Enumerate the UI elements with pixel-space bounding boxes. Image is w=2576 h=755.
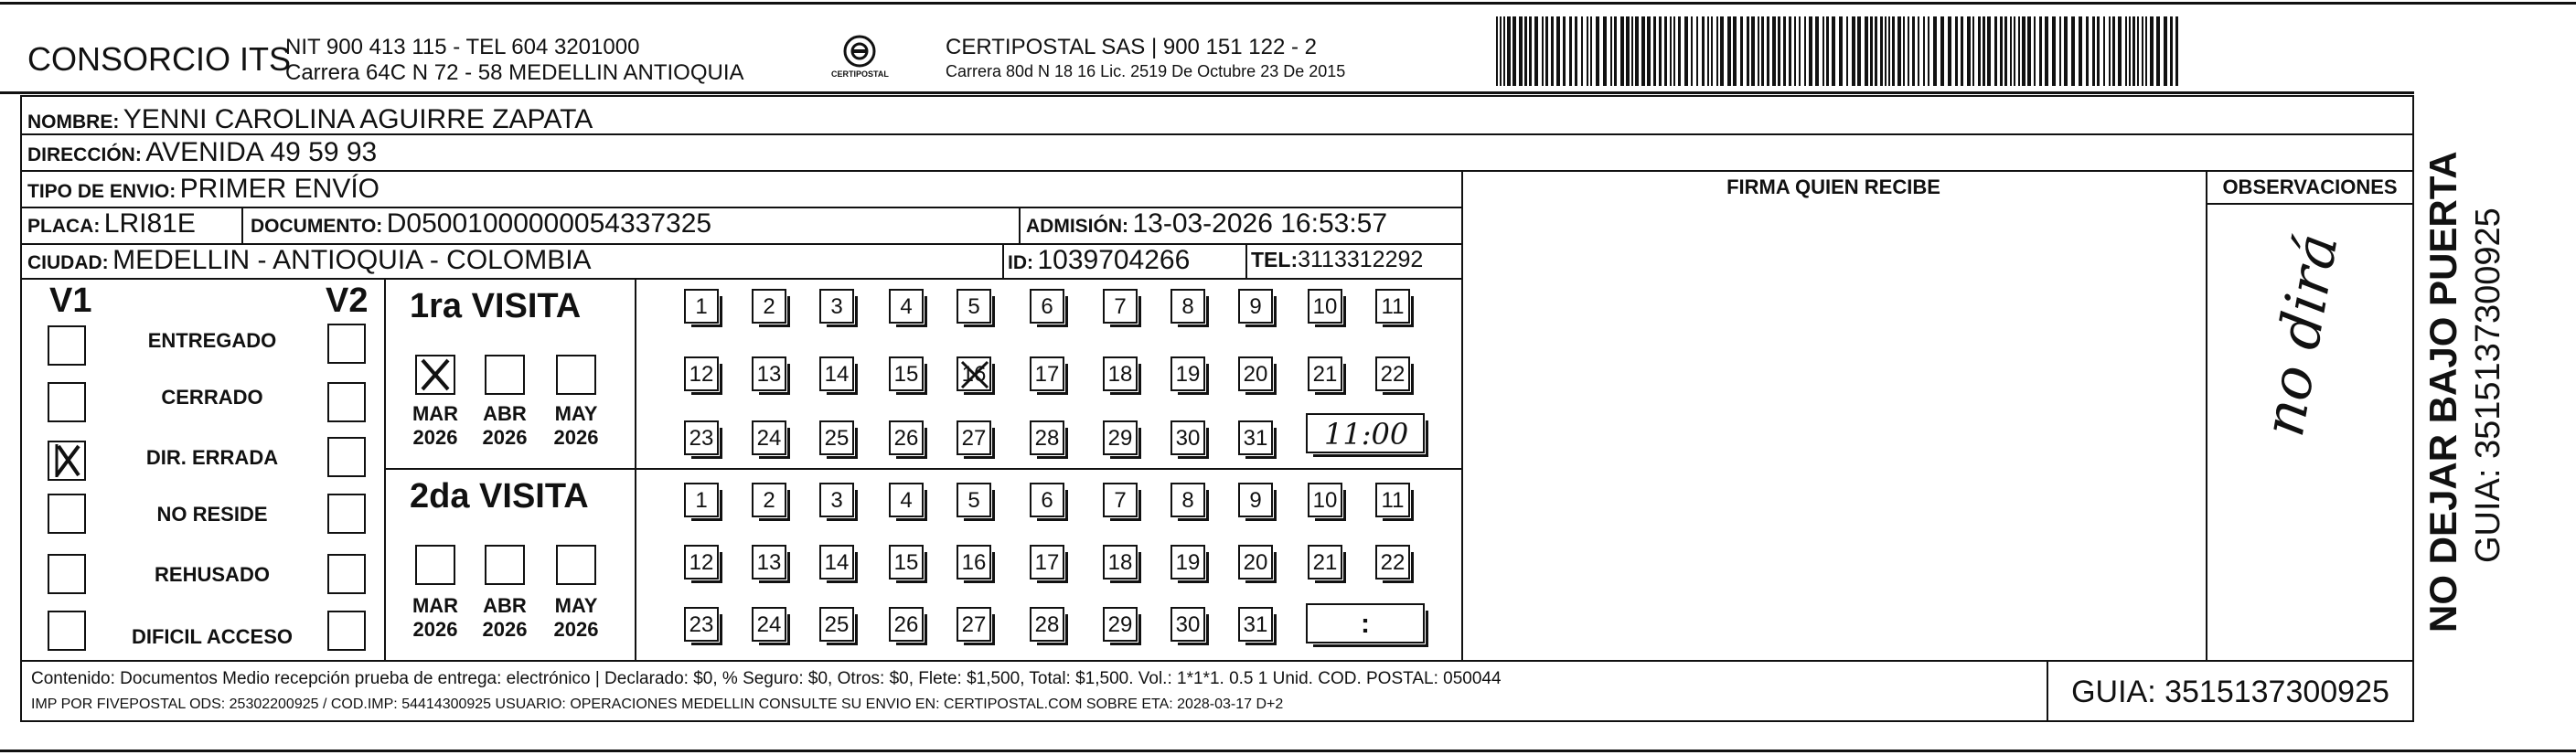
second-visit-day-4[interactable]: 4 [889,483,924,517]
month-label: ABR 2026 [482,594,528,641]
tel-row [1251,247,1423,273]
admision-row [1026,208,1387,239]
direccion-row [27,137,377,168]
placa-value: LRI81E [103,208,196,239]
company-address: Carrera 64C N 72 - 58 MEDELLIN ANTIOQUIA [285,60,744,85]
first-visit-time-value: 11:00 [1324,417,1409,452]
first-visit-day-1[interactable]: 1 [684,289,719,324]
v1-header: V1 [49,282,92,320]
second-visit-day-28[interactable]: 28 [1030,607,1064,642]
direccion-label: DIRECCIÓN: [27,144,142,165]
second-visit-day-9[interactable]: 9 [1238,483,1273,517]
status-label: NO RESIDE [156,503,268,526]
first-visit-day-23[interactable]: 23 [684,420,719,455]
status-label: CERRADO [161,386,263,409]
second-visit-day-8[interactable]: 8 [1170,483,1205,517]
second-visit-day-31[interactable]: 31 [1238,607,1273,642]
day-cross-mark [958,358,991,391]
firma-header: FIRMA QUIEN RECIBE [1726,175,1940,198]
second-month-abr-box[interactable] [485,545,525,585]
status-REHUSADO-v2[interactable] [327,554,366,594]
status-CERRADO-v2[interactable] [327,382,366,422]
ciudad-value: MEDELLIN - ANTIOQUIA - COLOMBIA [112,245,592,275]
status-label: DIR. ERRADA [145,446,279,469]
ciudad-label: CIUDAD: [27,252,109,273]
tel-label: TEL: [1251,248,1299,271]
placa-label: PLACA: [27,216,101,237]
status-NO-RESIDE-v1[interactable] [48,494,86,534]
month-label: MAR 2026 [412,402,459,449]
first-visit-day-9[interactable]: 9 [1238,289,1273,324]
first-visit-day-31[interactable]: 31 [1238,420,1273,455]
company-nit: NIT 900 413 115 - TEL 604 3201000 [285,35,640,59]
footer-imp: IMP POR FIVEPOSTAL ODS: 25302200925 / COD.IMP: 54414300925 USUARIO: OPERACIONES MEDELLIN CONSULTE SU ENVIO EN: CERTIPOSTAL.COM SOBRE ETA: 2028-03-17 D+2 [31,697,1284,712]
documento-value: D05001000000054337325 [386,208,712,239]
nombre-value: YENNI CAROLINA AGUIRRE ZAPATA [123,104,593,134]
first-visit-day-3[interactable]: 3 [819,289,854,324]
documento-label: DOCUMENTO: [251,216,383,237]
second-visit-day-22[interactable]: 22 [1375,545,1410,580]
first-visit-day-29[interactable]: 29 [1103,420,1138,455]
id-value: 1039704266 [1037,245,1191,275]
first-visit-day-17[interactable]: 17 [1030,356,1064,391]
status-REHUSADO-v1[interactable] [48,554,86,594]
second-visit-day-27[interactable]: 27 [957,607,991,642]
nombre-row [27,104,593,135]
second-visit-day-20[interactable]: 20 [1238,545,1273,580]
second-visit-day-7[interactable]: 7 [1103,483,1138,517]
v2-header: V2 [326,282,369,320]
first-visit-day-26[interactable]: 26 [889,420,924,455]
first-visit-day-27[interactable]: 27 [957,420,991,455]
tel-value: 3113312292 [1298,247,1424,272]
second-visit-day-1[interactable]: 1 [684,483,719,517]
first-visit-day-15[interactable]: 15 [889,356,924,391]
second-visit-day-17[interactable]: 17 [1030,545,1064,580]
admision-label: ADMISIÓN: [1026,216,1128,237]
second-visit-day-21[interactable]: 21 [1308,545,1342,580]
second-visit-day-26[interactable]: 26 [889,607,924,642]
certipostal-logo [828,33,892,84]
second-visit-day-2[interactable]: 2 [752,483,786,517]
footer-contenido: Contenido: Documentos Medio recepción prueba de entrega: electrónico | Declarado: $0, % Seguro: $0, Otros: $0, Flete: $1,500, Total: $1,500. Vol.: 1*1*1. 0.5 1 Unid. COD. POSTAL: 050044 [31,669,1502,688]
first-month-abr-box[interactable] [485,355,525,395]
first-visit-day-13[interactable]: 13 [752,356,786,391]
first-visit-day-28[interactable]: 28 [1030,420,1064,455]
first-visit-day-20[interactable]: 20 [1238,356,1273,391]
handwritten-observation: no dirá [2250,229,2351,441]
second-month-mar-box[interactable] [415,545,455,585]
status-label: ENTREGADO [147,329,277,352]
first-visit-day-5[interactable]: 5 [957,289,991,324]
month-label: ABR 2026 [482,402,528,449]
tipo-envio-row [27,174,379,205]
first-month-mar-box[interactable] [415,355,455,395]
first-visit-day-16[interactable]: 16 [957,356,991,391]
observaciones-header: OBSERVACIONES [2222,175,2398,198]
status-label: REHUSADO [155,563,270,586]
status-CERRADO-v1[interactable] [48,382,86,422]
first-visit-day-24[interactable]: 24 [752,420,786,455]
placa-row [27,208,196,239]
carrier-license: Carrera 80d N 18 16 Lic. 2519 De Octubre 23 De 2015 [946,62,1346,80]
first-visit-day-25[interactable]: 25 [819,420,854,455]
second-month-may-box[interactable] [556,545,596,585]
second-visit-day-6[interactable]: 6 [1030,483,1064,517]
id-label: ID: [1008,252,1033,273]
first-visit-day-11[interactable]: 11 [1375,289,1410,324]
second-visit-day-10[interactable]: 10 [1308,483,1342,517]
company-name: CONSORCIO ITS [27,40,292,78]
second-visit-day-18[interactable]: 18 [1103,545,1138,580]
tipo-envio-label: TIPO DE ENVIO: [27,181,176,202]
first-visit-day-4[interactable]: 4 [889,289,924,324]
second-visit-day-14[interactable]: 14 [819,545,854,580]
tipo-envio-value: PRIMER ENVÍO [179,174,380,204]
status-label: DIFICIL ACCESO [131,625,293,648]
first-visit-time[interactable] [1306,413,1425,453]
status-DIFICIL-ACCESO-v1[interactable] [48,611,86,651]
month-label: MAR 2026 [412,594,459,641]
first-visit-day-18[interactable]: 18 [1103,356,1138,391]
nombre-label: NOMBRE: [27,112,120,133]
status-ENTREGADO-v1[interactable] [48,325,86,366]
second-visit-day-30[interactable]: 30 [1170,607,1205,642]
documento-row [251,208,711,239]
status-DIR-ERRADA-v1[interactable] [48,441,86,481]
logo-text: CERTIPOSTAL [831,69,889,79]
second-visit-day-24[interactable]: 24 [752,607,786,642]
barcode [1496,16,2184,86]
second-visit-day-25[interactable]: 25 [819,607,854,642]
first-visit-day-2[interactable]: 2 [752,289,786,324]
second-visit-day-29[interactable]: 29 [1103,607,1138,642]
side-warning: NO DEJAR BAJO PUERTA [2421,151,2464,633]
status-DIFICIL-ACCESO-v2[interactable] [327,611,366,651]
second-visit-time[interactable] [1306,603,1425,643]
month-label: MAY 2026 [553,594,599,641]
second-visit-day-3[interactable]: 3 [819,483,854,517]
carrier-name: CERTIPOSTAL SAS | 900 151 122 - 2 [946,35,1317,59]
first-visit-title: 1ra VISITA [410,287,582,325]
second-visit-day-13[interactable]: 13 [752,545,786,580]
second-visit-day-12[interactable]: 12 [684,545,719,580]
first-visit-day-7[interactable]: 7 [1103,289,1138,324]
status-DIR-ERRADA-v2[interactable] [327,437,366,477]
side-guia: GUIA: 3515137300925 [2469,207,2507,563]
status-NO-RESIDE-v2[interactable] [327,494,366,534]
second-visit-day-11[interactable]: 11 [1375,483,1410,517]
ciudad-row [27,245,592,276]
direccion-value: AVENIDA 49 59 93 [145,137,378,167]
first-visit-day-14[interactable]: 14 [819,356,854,391]
footer-guia: GUIA: 3515137300925 [2071,675,2389,709]
first-visit-day-8[interactable]: 8 [1170,289,1205,324]
first-visit-day-19[interactable]: 19 [1170,356,1205,391]
first-month-may-box[interactable] [556,355,596,395]
status-ENTREGADO-v2[interactable] [327,324,366,364]
second-visit-day-15[interactable]: 15 [889,545,924,580]
time-placeholder: : [1361,609,1370,639]
first-visit-day-22[interactable]: 22 [1375,356,1410,391]
id-row [1008,245,1190,276]
month-label: MAY 2026 [553,402,599,449]
first-visit-day-30[interactable]: 30 [1170,420,1205,455]
first-visit-day-6[interactable]: 6 [1030,289,1064,324]
second-visit-day-5[interactable]: 5 [957,483,991,517]
first-visit-day-10[interactable]: 10 [1308,289,1342,324]
second-visit-day-16[interactable]: 16 [957,545,991,580]
admision-value: 13-03-2026 16:53:57 [1132,208,1388,239]
second-visit-day-23[interactable]: 23 [684,607,719,642]
first-visit-day-21[interactable]: 21 [1308,356,1342,391]
second-visit-title: 2da VISITA [410,477,589,516]
first-visit-day-12[interactable]: 12 [684,356,719,391]
second-visit-day-19[interactable]: 19 [1170,545,1205,580]
